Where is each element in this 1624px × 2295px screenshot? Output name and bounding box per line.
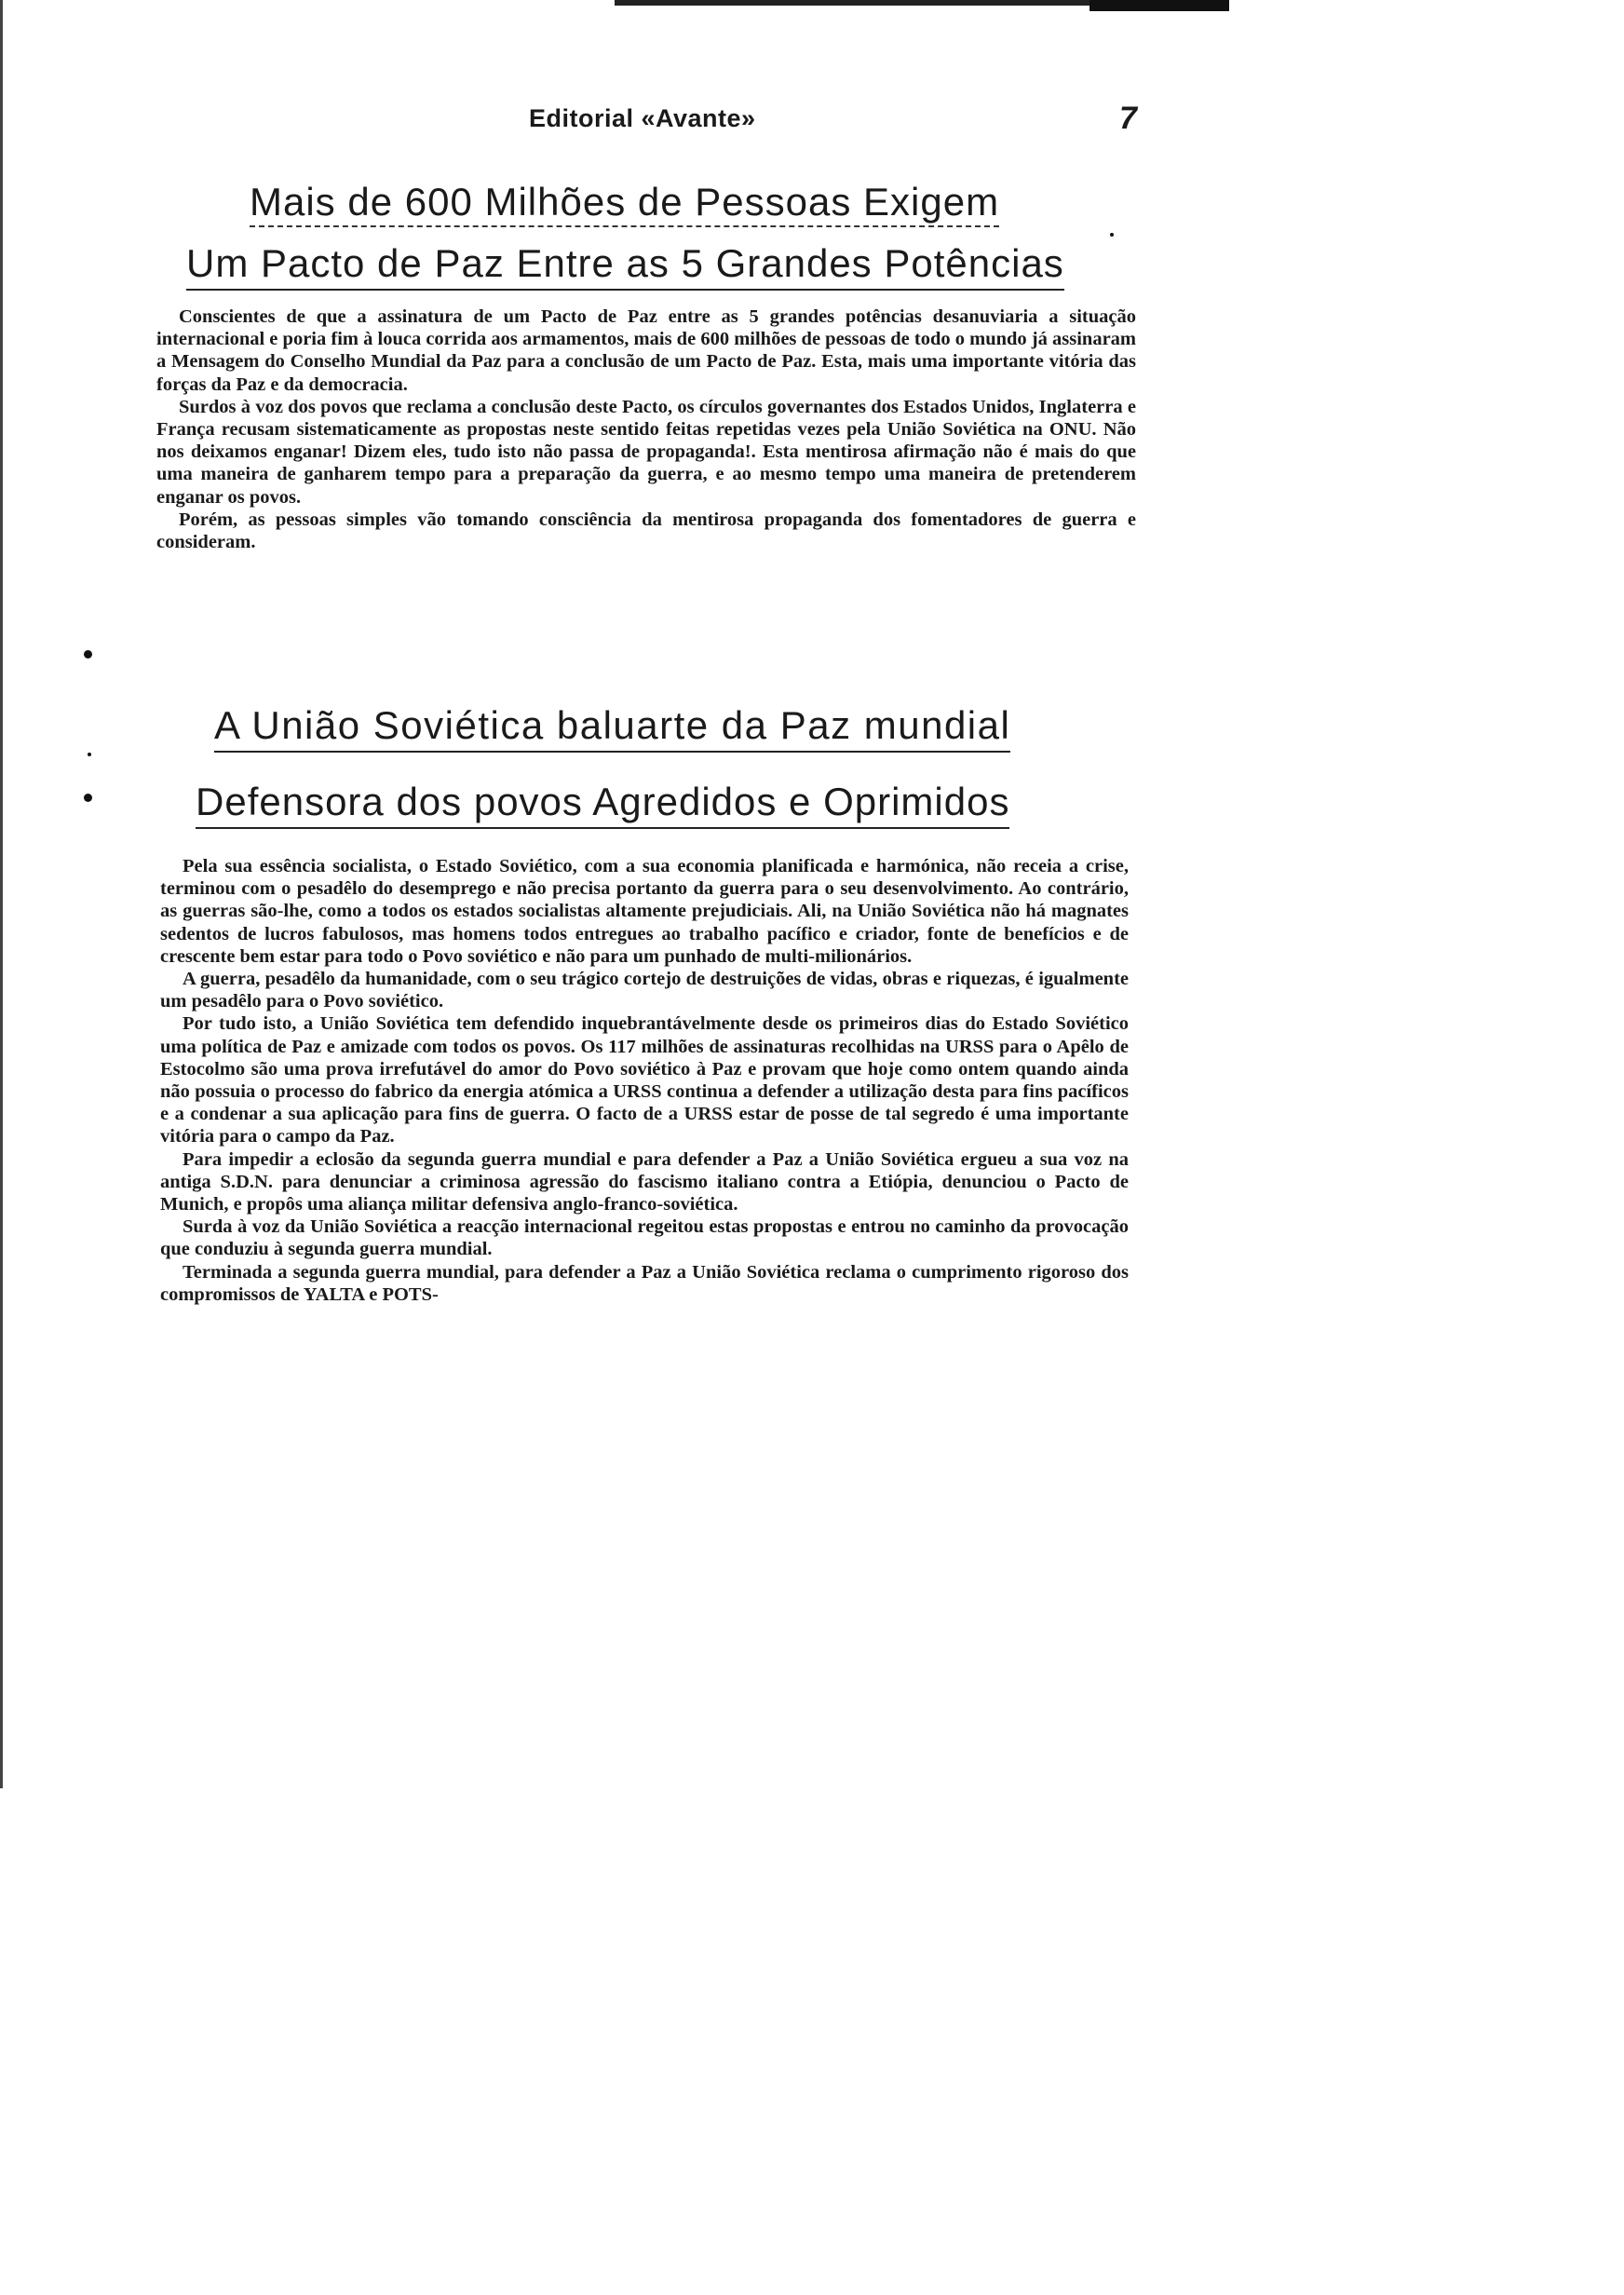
running-title: Editorial «Avante» — [529, 104, 756, 132]
article1-body — [156, 306, 1136, 553]
scan-speck — [84, 650, 92, 659]
article2-paragraph: Surda à voz da União Soviética a reacção internacional regeitou estas propostas e entrou no caminho da provocação que conduziu à segunda guerra mundial. — [160, 1216, 1129, 1260]
article2-paragraph: A guerra, pesadêlo da humanidade, com o seu trágico cortejo de destruições de vidas, obras e riquezas, é igualmente um pesadêlo para o Povo soviético. — [160, 969, 1129, 1012]
article2-paragraph: Terminada a segunda guerra mundial, para defender a Paz a União Soviética reclama o cumprimento rigoroso dos compromissos de YALTA e POTS- — [160, 1261, 1129, 1305]
article1-headline-line2: Um Pacto de Paz Entre as 5 Grandes Potências — [186, 244, 1064, 291]
scan-speck — [84, 794, 92, 802]
article1-paragraph: Porém, as pessoas simples vão tomando consciência da mentirosa propaganda dos fomentadores de guerra e consideram. — [156, 509, 1136, 553]
page-number: 7 — [1119, 101, 1137, 136]
article2-paragraph: Por tudo isto, a União Soviética tem defendido inquebrantávelmente desde os primeiros dias do Estado Soviético uma política de Paz e amizade com todos os povos. Os 117 milhões de assinaturas recolhidas na URSS para o Apêlo de Estocolmo são uma prova irrefutável do amor do Povo soviético à Paz e provam que hoje como ontem quando ainda não possuia o processo do fabrico da energia atómica a URSS continua a defender a utilização desta para fins pacíficos e a condenar a sua aplicação para fins de guerra. O facto de a URSS estar de posse de tal segredo é uma importante vitória para o campo da Paz. — [160, 1013, 1129, 1148]
article2-paragraph: Pela sua essência socialista, o Estado Soviético, com a sua economia planificada e harmónica, não receia a crise, terminou com o pesadêlo do desemprego e não precisa portanto da guerra para o seu desenvolvimento. Ao contrário, as guerras são-lhe, como a todos os estados socialistas altamente prejudiciais. Ali, na União Soviética não há magnates sedentos de lucros fabulosos, mas homens todos entregues ao trabalho pacífico e criador, fonte de benefícios e de crescente bem estar para todo o Povo soviético e não para um punhado de multi-milionários. — [160, 856, 1129, 967]
scan-border-left — [0, 0, 3, 1788]
scan-speck — [1110, 233, 1114, 237]
article1-paragraph: Conscientes de que a assinatura de um Pacto de Paz entre as 5 grandes potências desanuviaria a situação internacional e poria fim à louca corrida aos armamentos, mais de 600 milhões de pessoas de todo o mundo já assinaram a Mensagem do Conselho Mundial da Paz para a conclusão de um Pacto de Paz. Esta, mais uma importante vitória das forças da Paz e da democracia. — [156, 306, 1136, 395]
article1-headline-line1: Mais de 600 Milhões de Pessoas Exigem — [250, 183, 999, 227]
article2-headline-line1: A União Soviética baluarte da Paz mundial — [214, 706, 1010, 753]
article2-body — [160, 855, 1129, 1306]
scan-speck — [88, 753, 91, 756]
article1-paragraph: Surdos à voz dos povos que reclama a conclusão deste Pacto, os círculos governantes dos Estados Unidos, Inglaterra e França recusam sistematicamente as propostas neste sentido feitas repetidas vezes pela União Soviética na ONU. Não nos deixamos enganar! Dizem eles, tudo isto não passa de propaganda!. Esta mentirosa afirmação não é mais do que uma maneira de ganharem tempo para a preparação da guerra, e ao mesmo tempo uma maneira de pretenderem enganar os povos. — [156, 396, 1136, 508]
scan-border-top — [615, 0, 1229, 6]
article2-headline-line2: Defensora dos povos Agredidos e Oprimidos — [196, 782, 1009, 829]
article2-paragraph: Para impedir a eclosão da segunda guerra mundial e para defender a Paz a União Soviética ergueu a sua voz na antiga S.D.N. para denunciar a criminosa agressão do fascismo italiano contra a Etiópia, denunciou o Pacto de Munich, e propôs uma aliança militar defensiva anglo-franco-soviética. — [160, 1148, 1129, 1215]
